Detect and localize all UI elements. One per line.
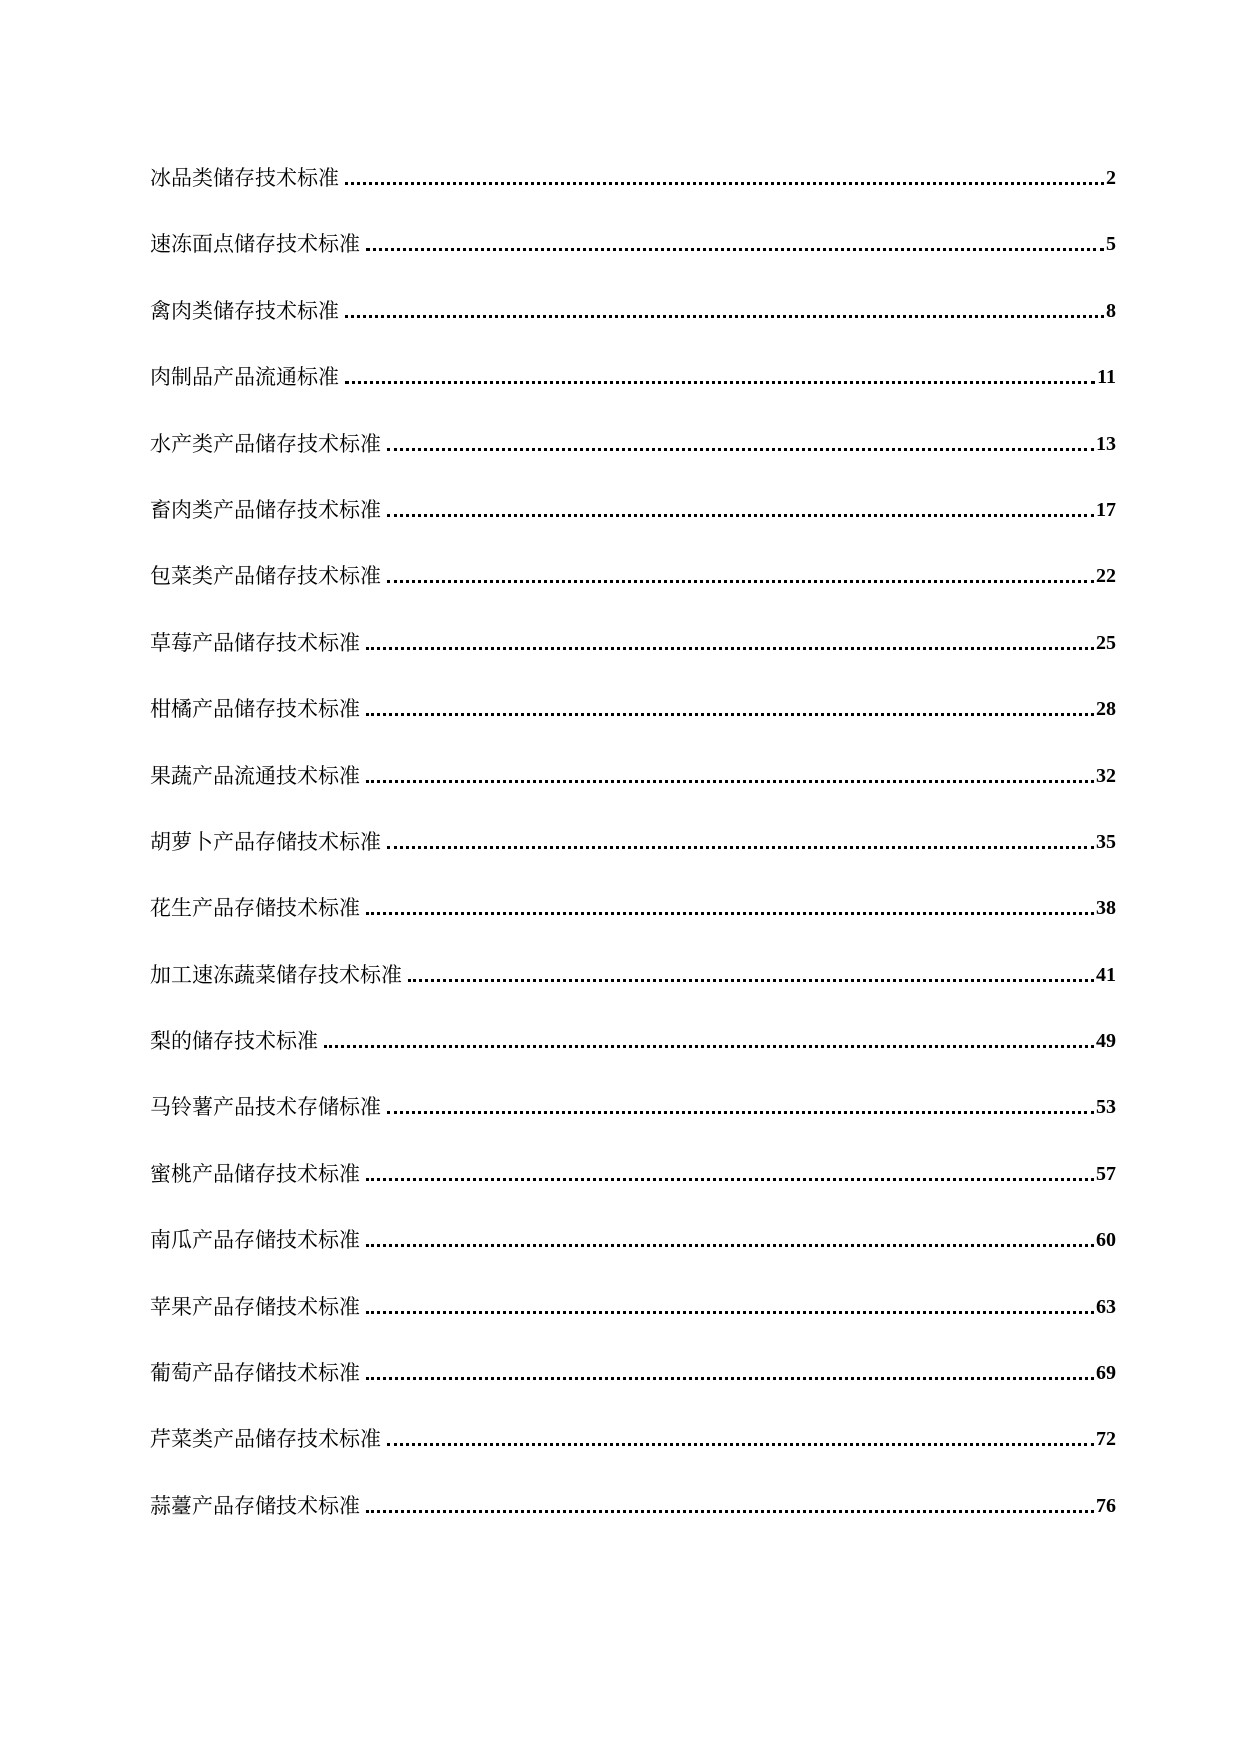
dot-leader [387, 580, 1094, 583]
table-of-contents [150, 166, 1116, 1560]
toc-entry-page: 22 [1096, 565, 1116, 588]
toc-entry-title: 南瓜产品存储技术标准 [150, 1228, 360, 1253]
toc-entry[interactable] [150, 166, 1116, 190]
toc-entry-page: 32 [1096, 764, 1116, 787]
toc-entry-title: 水产类产品储存技术标准 [150, 431, 381, 456]
toc-entry-page: 25 [1096, 631, 1116, 654]
toc-entry-page: 11 [1097, 366, 1116, 389]
toc-entry-title: 芹菜类产品储存技术标准 [150, 1427, 381, 1452]
toc-entry-page: 72 [1096, 1428, 1116, 1451]
toc-entry-title: 葡萄产品存储技术标准 [150, 1361, 360, 1386]
toc-entry-page: 35 [1096, 830, 1116, 853]
dot-leader [387, 846, 1094, 849]
toc-entry[interactable] [150, 232, 1116, 256]
toc-entry-title: 包菜类产品储存技术标准 [150, 564, 381, 589]
dot-leader [366, 713, 1094, 716]
dot-leader [387, 514, 1094, 517]
toc-entry[interactable] [150, 299, 1116, 323]
dot-leader [408, 979, 1094, 982]
toc-entry[interactable] [150, 1361, 1116, 1385]
toc-entry[interactable] [150, 830, 1116, 854]
toc-entry-title: 花生产品存储技术标准 [150, 896, 360, 921]
dot-leader [366, 1377, 1094, 1380]
toc-entry[interactable] [150, 697, 1116, 721]
toc-entry-page: 2 [1106, 167, 1116, 189]
toc-entry-page: 49 [1096, 1030, 1116, 1053]
toc-entry-page: 5 [1106, 233, 1116, 256]
dot-leader [366, 1510, 1094, 1513]
toc-entry-title: 草莓产品储存技术标准 [150, 630, 360, 655]
toc-entry[interactable] [150, 1427, 1116, 1451]
dot-leader [366, 780, 1094, 783]
toc-entry[interactable] [150, 432, 1116, 456]
toc-entry[interactable] [150, 1162, 1116, 1186]
toc-entry-title: 畜肉类产品储存技术标准 [150, 497, 381, 522]
toc-entry-page: 76 [1096, 1494, 1116, 1517]
toc-entry-title: 肉制品产品流通标准 [150, 365, 339, 390]
toc-entry-page: 13 [1096, 432, 1116, 455]
dot-leader [366, 1311, 1094, 1314]
dot-leader [366, 1178, 1094, 1181]
dot-leader [387, 448, 1094, 451]
toc-entry-title: 蜜桃产品储存技术标准 [150, 1161, 360, 1186]
dot-leader [345, 381, 1095, 384]
dot-leader [366, 1244, 1094, 1247]
toc-entry-page: 63 [1096, 1295, 1116, 1318]
toc-entry-page: 41 [1096, 963, 1116, 986]
toc-entry-title: 加工速冻蔬菜储存技术标准 [150, 962, 402, 987]
dot-leader [345, 182, 1104, 185]
toc-entry[interactable] [150, 631, 1116, 655]
dot-leader [387, 1111, 1094, 1114]
toc-entry-page: 38 [1096, 897, 1116, 920]
dot-leader [366, 647, 1094, 650]
toc-entry-title: 梨的储存技术标准 [150, 1029, 318, 1054]
toc-entry-page: 60 [1096, 1229, 1116, 1252]
dot-leader [345, 315, 1104, 318]
toc-entry-page: 28 [1096, 698, 1116, 721]
toc-entry-title: 胡萝卜产品存储技术标准 [150, 829, 381, 854]
toc-entry[interactable] [150, 764, 1116, 788]
toc-entry-title: 果蔬产品流通技术标准 [150, 763, 360, 788]
toc-entry[interactable] [150, 1494, 1116, 1518]
dot-leader [366, 912, 1094, 915]
toc-entry[interactable] [150, 963, 1116, 987]
toc-entry-title: 苹果产品存储技术标准 [150, 1294, 360, 1319]
toc-entry[interactable] [150, 1029, 1116, 1053]
toc-entry-title: 速冻面点储存技术标准 [150, 232, 360, 257]
dot-leader [366, 248, 1104, 251]
toc-entry-page: 57 [1096, 1162, 1116, 1185]
toc-entry-title: 蒜薹产品存储技术标准 [150, 1493, 360, 1518]
toc-entry-title: 柑橘产品储存技术标准 [150, 697, 360, 722]
toc-entry[interactable] [150, 564, 1116, 588]
toc-entry-title: 马铃薯产品技术存储标准 [150, 1095, 381, 1120]
toc-entry[interactable] [150, 896, 1116, 920]
toc-entry-page: 17 [1096, 498, 1116, 521]
dot-leader [324, 1045, 1094, 1048]
toc-entry[interactable] [150, 498, 1116, 522]
toc-entry[interactable] [150, 1095, 1116, 1119]
toc-entry-title: 冰品类储存技术标准 [150, 166, 339, 190]
toc-entry-title: 禽肉类储存技术标准 [150, 298, 339, 323]
toc-entry[interactable] [150, 365, 1116, 389]
toc-entry-page: 8 [1106, 299, 1116, 322]
toc-entry-page: 69 [1096, 1362, 1116, 1385]
toc-entry[interactable] [150, 1228, 1116, 1252]
dot-leader [387, 1443, 1094, 1446]
toc-entry-page: 53 [1096, 1096, 1116, 1119]
toc-entry[interactable] [150, 1295, 1116, 1319]
